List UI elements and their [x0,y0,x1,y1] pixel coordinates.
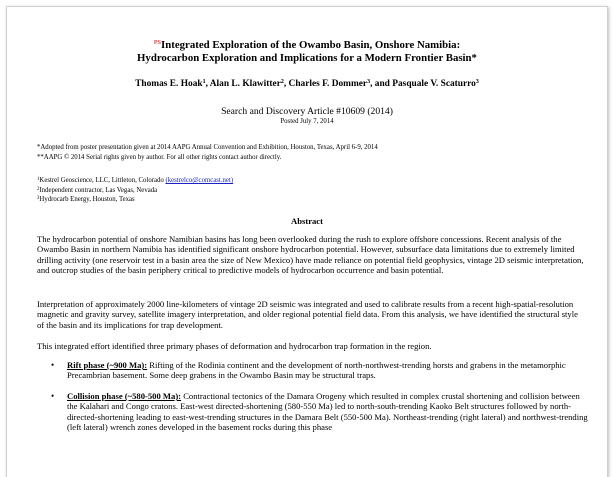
abstract-paragraph: This integrated effort identified three primary phases of deformation and hydrocarbon trap formation in the region. [37,341,432,351]
author-name: Alan L. Klawitter [209,79,281,89]
bullet-text: Contractional tectonics of the Damara Orogeny which resulted in complex crustal shortening and collision between the Kalahari and Congo cratons. East-west directed-shortening (580-550 Ma) led to north-south-trending Kaoko Belt structures followed by north-directed-shortening leading to east-west-trending structures in the Damara Belt (550-500 Ma). Northeast-trending (right lateral) and northwest-trending (left lateral) wrench zones developed in the basement rocks during this phase [67,391,588,432]
abstract-paragraph: Interpretation of approximately 2000 line-kilometers of vintage 2D seismic was integrated and used to calibrate results from a recent high-spatial-resolution magnetic and gravity survey, satellite imagery interpretation, and older regional potential field data. From this analysis, we have identified the structural style of the basin and its implications for trap development. [37,299,578,330]
affiliation-item [37,186,597,196]
footnotes [37,143,597,162]
document-page [6,6,608,477]
affiliation-text: Independent contractor, Las Vegas, Nevada [39,186,158,194]
title-line-1-text: Integrated Exploration of the Owambo Basin, Onshore Namibia: [161,39,461,51]
author-separator: , [205,79,210,89]
author-name: Thomas E. Hoak [135,79,203,89]
author-name: Charles F. Dommer [288,79,368,89]
affiliation-mark: 3 [37,196,40,201]
abstract-paragraph: The hydrocarbon potential of onshore Namibian basins has long been overlooked during the rush to explore offshore concessions. Recent analysis of the Owambo Basin in northern Namibia has identified significant onshore hydrocarbon potential. However, subsurface data limitations due to extremely limited drilling activity (one reservoir test in a basin area the size of New Mexico) have made reliance on potential field geophysics, vintage 2D seismic interpretation, and outcrop studies of the basin periphery critical to predictive models of hydrocarbon occurrence and basin potential. [37,234,584,275]
author-affiliation-mark: 3 [475,79,479,85]
affiliations [37,176,597,205]
posted-date: Posted July 7, 2014 [280,118,334,125]
ps-mark: PS [153,39,162,46]
author-list [7,79,607,89]
bullet-item [51,360,591,381]
bullet-text: Rifting of the Rodinia continent and the development of north-northwest-trending horsts and grabens in the metamorphic Precambrian basement. Some deep grabens in the Owambo Basin may be structural traps. [67,360,566,381]
bullet-icon: • [51,391,55,401]
affiliation-text: Kestrel Geoscience, LLC, Littleton, Colorado [39,177,166,184]
affiliation-mark: 2 [37,186,40,192]
author-affiliation-mark: 3 [367,79,371,85]
email-link[interactable]: (kestrelco@comcast.net) [165,177,234,184]
author-affiliation-mark: 1 [202,79,206,85]
adaptation-note: *Adopted from poster presentation given at 2014 AAPG Annual Convention and Exhibition, Houston, Texas, April 6-9, 2014 [37,144,378,151]
affiliation-mark: 1 [37,177,40,182]
copyright-note: **AAPG © 2014 Serial rights given by author. For all other rights contact author directly. [37,153,282,161]
author-separator: , and [370,79,393,89]
abstract-heading: Abstract [291,216,323,226]
bullet-body [67,391,591,432]
article-series: Search and Discovery Article #10609 (2014) [221,106,393,117]
affiliation-item [37,176,597,186]
affiliation-text: Hydrocarb Energy, Houston, Texas [39,196,135,203]
affiliation-item [37,195,597,205]
bullet-body [67,360,591,381]
bullet-item [51,391,591,432]
title-line-2: Hydrocarbon Exploration and Implications for a Modern Frontier Basin* [137,52,477,64]
author-name: Pasquale V. Scaturro [392,79,476,89]
bullet-heading: Rift phase (~900 Ma): [67,360,148,370]
author-separator: , [283,79,289,89]
bullet-heading: Collision phase (~580-500 Ma): [67,391,182,401]
title-line-1 [7,36,607,52]
bullet-icon: • [51,360,55,370]
author-affiliation-mark: 2 [280,79,284,85]
document-title [7,36,607,65]
